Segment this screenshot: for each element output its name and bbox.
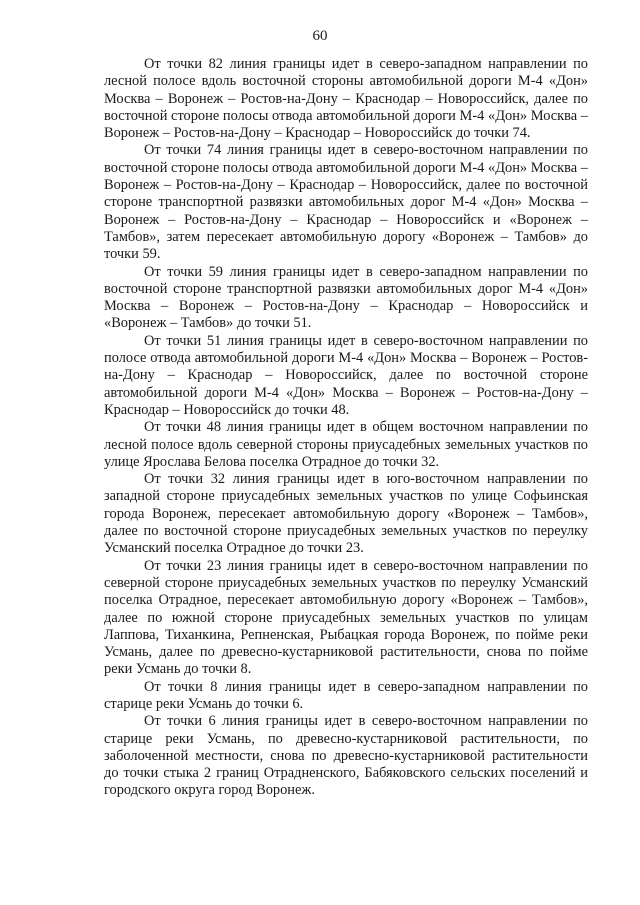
- paragraph: От точки 59 линия границы идет в северо-западном направлении по восточной стороне транспортной развязки автомобильных дорог М-4 «Дон» Москва – Воронеж – Ростов-на-Дону – Краснодар – Новороссийск и «Воронеж – Тамбов» до точки 51.: [104, 263, 588, 332]
- paragraph: От точки 32 линия границы идет в юго-восточном направлении по западной стороне приусадебных земельных участков по улице Софьинская города Воронеж, пересекает автомобильную дорогу «Воронеж – Тамбов», далее по восточной стороне приусадебных земельных участков по переулку Усманский поселка Отрадное до точки 23.: [104, 471, 588, 557]
- paragraph: От точки 74 линия границы идет в северо-восточном направлении по восточной стороне полосы отвода автомобильной дороги М-4 «Дон» Москва – Воронеж – Ростов-на-Дону – Краснодар – Новороссийск, далее по восточной стороне транспортной развязки автомобильных дорог М-4 «Дон» Москва – Воронеж – Ростов-на-Дону – Краснодар – Новороссийск и «Воронеж – Тамбов», затем пересекает автомобильную дорогу «Воронеж – Тамбов» до точки 59.: [104, 142, 588, 263]
- paragraph: От точки 6 линия границы идет в северо-восточном направлении по старице реки Усмань, по древесно-кустарниковой растительности, по заболоченной местности, снова по древесно-кустарниковой растительности до точки стыка 2 границ Отрадненского, Бабяковского сельских поселений и городского округа город Воронеж.: [104, 713, 588, 799]
- paragraph: От точки 82 линия границы идет в северо-западном направлении по лесной полосе вдоль восточной стороны автомобильной дороги М-4 «Дон» Москва – Воронеж – Ростов-на-Дону – Краснодар – Новороссийск, далее по восточной стороне полосы отвода автомобильной дороги М-4 «Дон» Москва – Воронеж – Ростов-на-Дону – Краснодар – Новороссийск до точки 74.: [104, 56, 588, 142]
- paragraph: От точки 48 линия границы идет в общем восточном направлении по лесной полосе вдоль северной стороны приусадебных земельных участков по улице Ярослава Белова поселка Отрадное до точки 32.: [104, 419, 588, 470]
- page-number: 60: [312, 28, 328, 44]
- paragraph: От точки 8 линия границы идет в северо-западном направлении по старице реки Усмань до точки 6.: [104, 678, 588, 712]
- paragraph: От точки 23 линия границы идет в северо-восточном направлении по северной стороне приусадебных земельных участков по переулку Усманский поселка Отрадное, пересекает автомобильную дорогу «Воронеж – Тамбов», далее по южной стороне приусадебных земельных участков по улицам Лаппова, Тиханкина, Репненская, Рыбацкая города Воронеж, по пойме реки Усмань, далее по древесно-кустарниковой растительности, снова по пойме реки Усмань до точки 8.: [104, 557, 588, 678]
- paragraph: От точки 51 линия границы идет в северо-восточном направлении по полосе отвода автомобильной дороги М-4 «Дон» Москва – Воронеж – Ростов-на-Дону – Краснодар – Новороссийск, далее по восточной стороне автомобильной дороги М-4 «Дон» Москва – Воронеж – Ростов-на-Дону – Краснодар – Новороссийск до точки 48.: [104, 332, 588, 418]
- document-body: [104, 56, 588, 800]
